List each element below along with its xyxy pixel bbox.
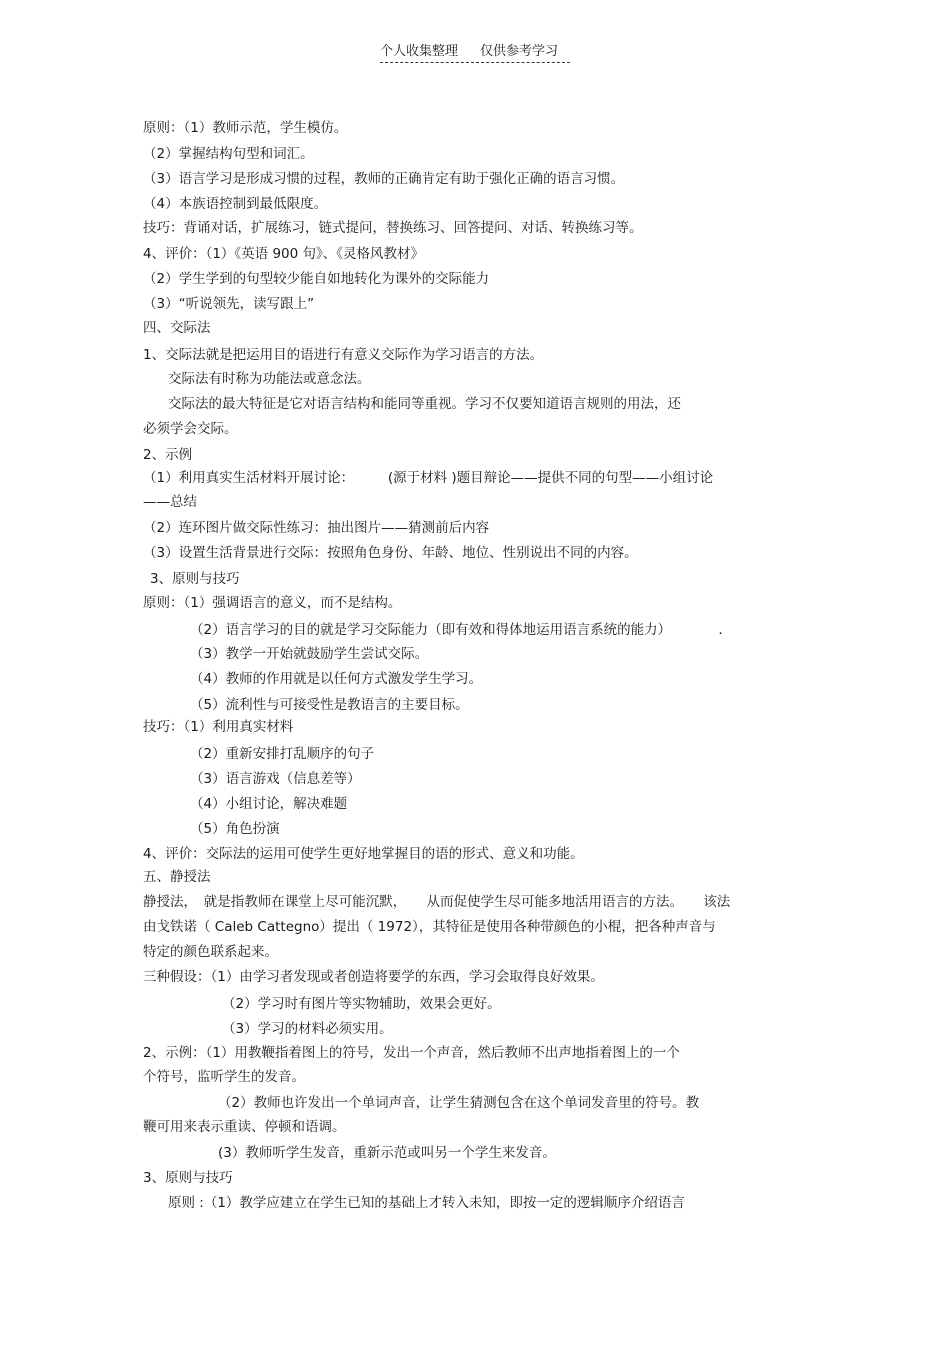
text-line: （2）学习时有图片等实物辅助，效果会更好。 xyxy=(222,996,501,1012)
text-line: 技巧：（1）利用真实材料 xyxy=(143,719,294,735)
header-right-text: 仅供参考学习 xyxy=(480,44,559,59)
text-line: 必须学会交际。 xyxy=(143,421,238,437)
text-line: （5）流利性与可接受性是教语言的主要目标。 xyxy=(190,697,469,713)
text-line: （2）教师也许发出一个单词声音，让学生猜测包含在这个单词发音里的符号。教 xyxy=(218,1095,700,1111)
text-line: 技巧：背诵对话，扩展练习，链式提问，替换练习、回答提问、对话、转换练习等。 xyxy=(143,220,643,236)
text-line: （2）语言学习的目的就是学习交际能力（即有效和得体地运用语言系统的能力） . xyxy=(190,622,723,638)
text-line: （4）本族语控制到最低限度。 xyxy=(143,196,328,212)
text-line: （1）利用真实生活材料开展讨论： (源于材料 )题目辩论——提供不同的句型——小组讨论 xyxy=(143,470,714,486)
text-line: （3）设置生活背景进行交际：按照角色身份、年龄、地位、性别说出不同的内容。 xyxy=(143,545,638,561)
text-line: 3、原则与技巧 xyxy=(143,1170,233,1186)
text-line: 2、示例 xyxy=(143,447,193,463)
text-line: （3）教学一开始就鼓励学生尝试交际。 xyxy=(190,646,429,662)
text-line: （2）掌握结构句型和词汇。 xyxy=(143,146,314,162)
text-line: （4）教师的作用就是以任何方式激发学生学习。 xyxy=(190,671,483,687)
text-line: （4）小组讨论，解决难题 xyxy=(190,796,348,812)
text-line: 原则 :（1）教学应建立在学生已知的基础上才转入未知，即按一定的逻辑顺序介绍语言 xyxy=(168,1195,685,1211)
text-line: （3）语言游戏（信息差等） xyxy=(190,771,361,787)
section-heading: 五、静授法 xyxy=(143,869,211,885)
text-line: 1、交际法就是把运用目的语进行有意义交际作为学习语言的方法。 xyxy=(143,347,544,363)
text-line: (3）教师听学生发音，重新示范或叫另一个学生来发音。 xyxy=(218,1145,556,1161)
text-line: 三种假设：（1）由学习者发现或者创造将要学的东西，学习会取得良好效果。 xyxy=(143,969,604,985)
text-line: 交际法有时称为功能法或意念法。 xyxy=(168,371,371,387)
text-line: （2）连环图片做交际性练习：抽出图片——猜测前后内容 xyxy=(143,520,490,536)
page-header xyxy=(380,40,570,63)
header-left-text: 个人收集整理 xyxy=(380,44,459,59)
text-line: 鞭可用来表示重读、停顿和语调。 xyxy=(143,1119,346,1135)
text-line: （5）角色扮演 xyxy=(190,821,280,837)
text-line: ——总结 xyxy=(143,494,197,510)
text-line: 交际法的最大特征是它对语言结构和能同等重视。学习不仅要知道语言规则的用法，还 xyxy=(168,396,681,412)
text-line: （3）语言学习是形成习惯的过程，教师的正确肯定有助于强化正确的语言习惯。 xyxy=(143,171,625,187)
text-line: （2）重新安排打乱顺序的句子 xyxy=(190,746,375,762)
text-line: 静授法， 就是指教师在课堂上尽可能沉默， 从而促使学生尽可能多地活用语言的方法。 该法 xyxy=(143,894,731,910)
text-line: 4、评价：（1）《英语 900 句》、《灵格风教材》 xyxy=(143,246,425,262)
text-line: （3）学习的材料必须实用。 xyxy=(222,1021,393,1037)
text-line: 由戈铁诺（ Caleb Cattegno）提出（ 1972），其特征是使用各种带颜色的小棍，把各种声音与 xyxy=(143,919,716,935)
text-line: 3、原则与技巧 xyxy=(150,571,240,587)
text-line: 个符号，监听学生的发音。 xyxy=(143,1069,305,1085)
text-line: 4、评价：交际法的运用可使学生更好地掌握目的语的形式、意义和功能。 xyxy=(143,846,584,862)
text-line: （3）“听说领先，读写跟上” xyxy=(143,296,315,312)
text-line: 原则：（1）强调语言的意义，而不是结构。 xyxy=(143,595,402,611)
text-line: （2）学生学到的句型较少能自如地转化为课外的交际能力 xyxy=(143,271,490,287)
section-heading: 四、交际法 xyxy=(143,320,211,336)
text-line: 原则：（1）教师示范，学生模仿。 xyxy=(143,120,348,136)
text-line: 特定的颜色联系起来。 xyxy=(143,944,278,960)
text-line: 2、示例：（1）用教鞭指着图上的符号，发出一个声音，然后教师不出声地指着图上的一个 xyxy=(143,1045,680,1061)
